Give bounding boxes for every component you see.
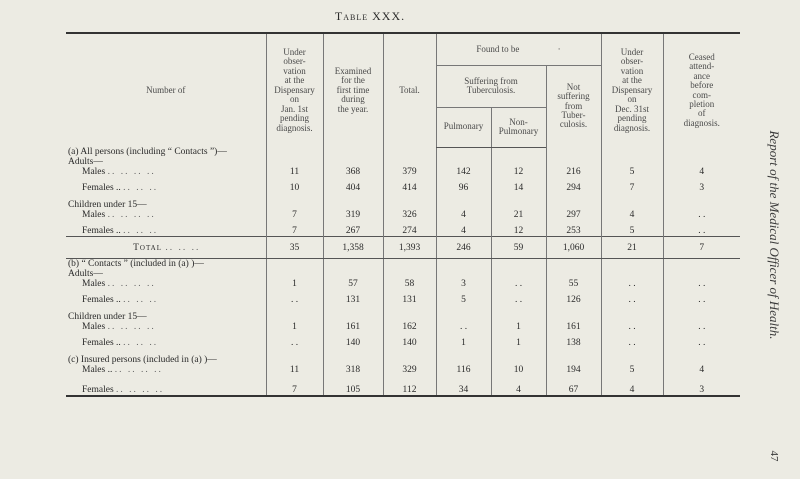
header-line: on [290,94,299,105]
row-label [66,193,266,220]
cell-non-pulmonary: 14 [491,177,546,193]
cell-pulmonary: 5 [436,289,491,305]
cell-examined: 368 [323,147,383,177]
cell-pulmonary: 4 [436,220,491,237]
section-heading: (b) “ Contacts ” (included in (a) )— [68,259,204,269]
table-row [66,193,740,220]
header-found-to-be: Found to be · [436,33,601,65]
table-row [66,237,740,259]
cell-not-suffering: 138 [546,332,601,348]
cell-total: 379 [383,147,436,177]
cell-not-suffering: 253 [546,220,601,237]
cell-under-obs-jan: 11 [266,348,323,375]
leader-dots: .. .. .. .. [107,279,156,289]
cell-not-suffering: 55 [546,259,601,290]
cell-ceased: . . [663,332,740,348]
leader-dots: .. .. .. [165,242,201,253]
header-line: diagnosis. [613,122,651,133]
cell-ceased: 3 [663,375,740,396]
cell-examined: 131 [323,289,383,305]
header-line: of [698,108,706,119]
header-line: obser- [283,56,306,67]
section-heading: Adults— [68,157,103,167]
header-non-pulmonary [491,107,546,147]
cell-non-pulmonary: 4 [491,375,546,396]
leader-dots: .. .. .. .. [114,365,163,375]
page-number: 47 [768,450,780,462]
section-heading: (a) All persons (including “ Contacts ”)— [68,147,227,157]
header-line: Dispensary [611,84,653,95]
cell-examined: 267 [323,220,383,237]
leader-dots: .. .. .. .. [107,322,156,332]
cell-under-obs-dec: . . [601,332,663,348]
cell-under-obs-dec: 5 [601,348,663,375]
row-name: Females .. [82,183,121,193]
cell-ceased: 7 [663,237,740,259]
header-line: Jan. 1st [281,103,308,114]
leader-dots: .. .. .. .. [107,167,156,177]
cell-under-obs-jan: 11 [266,147,323,177]
header-line: Dispensary [274,84,315,95]
cell-non-pulmonary: 59 [491,237,546,259]
header-line: Suffering from [464,75,518,86]
cell-total: 131 [383,289,436,305]
cell-under-obs-dec: 21 [601,237,663,259]
header-line: pending [617,113,647,124]
cell-ceased: 4 [663,348,740,375]
row-label [66,305,266,332]
cell-under-obs-jan: 7 [266,193,323,220]
header-line: vation [283,65,306,76]
header-line: Tuberculosis. [466,85,516,95]
header-line: vation [620,65,644,76]
section-heading: Children under 15— [68,200,147,210]
cell-total: 326 [383,193,436,220]
cell-under-obs-dec: 4 [601,193,663,220]
leader-dots: .. .. .. [123,338,159,348]
cell-pulmonary: 96 [436,177,491,193]
row-name: Total [133,242,163,253]
leader-dots: .. .. .. [123,183,159,193]
cell-not-suffering: 126 [546,289,601,305]
table-row [66,375,740,396]
cell-non-pulmonary: . . [491,259,546,290]
cell-under-obs-dec: 4 [601,375,663,396]
row-name: Males [82,167,106,177]
header-ceased-attendance [663,33,740,147]
table-row [66,348,740,375]
cell-not-suffering: 161 [546,305,601,332]
row-label [66,220,266,237]
header-under-observation-jan [266,33,323,147]
leader-dots: .. .. .. [123,226,159,236]
leader-dots: .. .. .. .. [107,210,156,220]
row-label [66,332,266,348]
cell-under-obs-dec: . . [601,259,663,290]
header-suffering [436,65,546,107]
cell-under-obs-dec: . . [601,289,663,305]
table-row [66,147,740,177]
cell-pulmonary: 116 [436,348,491,375]
cell-total: 1,393 [383,237,436,259]
cell-under-obs-jan: 7 [266,375,323,396]
header-line: culosis. [559,119,588,130]
leader-dots: .. .. .. [123,295,159,305]
table-row [66,289,740,305]
row-label [66,147,266,177]
table-row [66,332,740,348]
cell-ceased: . . [663,289,740,305]
cell-ceased: 3 [663,177,740,193]
header-line: Ceased [688,51,715,62]
cell-total: 140 [383,332,436,348]
cell-pulmonary: 3 [436,259,491,290]
header-line: suffering [557,91,590,102]
cell-under-obs-jan: 7 [266,220,323,237]
row-label [66,375,266,396]
row-label [66,259,266,290]
cell-not-suffering: 294 [546,177,601,193]
side-caption: Report of the Medical Officer of Health. [767,130,782,340]
header-line: from [564,100,583,111]
cell-under-obs-jan: 10 [266,177,323,193]
section-heading: (c) Insured persons (included in (a) )— [68,355,217,365]
cell-non-pulmonary: 12 [491,220,546,237]
cell-ceased: . . [663,259,740,290]
header-line: Pulmonary [498,126,539,136]
table-title: Table XXX. [334,9,406,23]
row-name: Males [82,279,106,289]
cell-under-obs-dec: 5 [601,147,663,177]
header-line: Examined [334,65,372,76]
cell-total: 162 [383,305,436,332]
header-line: before [690,80,714,91]
cell-under-obs-jan: 1 [266,305,323,332]
cell-pulmonary: 1 [436,332,491,348]
cell-non-pulmonary: 12 [491,147,546,177]
header-number-of: Number of [66,33,266,147]
row-name: Females .. [82,295,121,305]
row-label [66,348,266,375]
header-line: diagnosis. [276,122,313,133]
cell-under-obs-jan: . . [266,289,323,305]
cell-under-obs-jan: 1 [266,259,323,290]
cell-examined: 404 [323,177,383,193]
cell-not-suffering: 194 [546,348,601,375]
cell-total: 112 [383,375,436,396]
cell-ceased: 4 [663,147,740,177]
header-under-observation-dec [601,33,663,147]
cell-examined: 319 [323,193,383,220]
header-line: pletion [689,98,715,109]
header-line: Non- [509,116,528,127]
leader-dots: .. .. .. .. [116,385,165,395]
cell-not-suffering: 216 [546,147,601,177]
header-line: at the [622,75,642,86]
cell-examined: 105 [323,375,383,396]
section-heading: Children under 15— [68,312,147,322]
cell-examined: 57 [323,259,383,290]
row-name: Females .. [82,226,121,236]
header-line: ance [693,70,710,81]
cell-not-suffering: 297 [546,193,601,220]
cell-under-obs-dec: . . [601,305,663,332]
row-name: Males [82,322,106,332]
row-name: Females [82,385,114,395]
row-label [66,289,266,305]
header-line: diagnosis. [683,117,720,128]
header-total: Total. [383,33,436,147]
cell-not-suffering: 1,060 [546,237,601,259]
row-name: Females .. [82,338,121,348]
cell-ceased: . . [663,305,740,332]
header-pulmonary: Pulmonary [436,107,491,147]
cell-under-obs-jan: 35 [266,237,323,259]
cell-non-pulmonary: 21 [491,193,546,220]
cell-under-obs-dec: 7 [601,177,663,193]
cell-non-pulmonary: 1 [491,332,546,348]
header-line: obser- [620,56,644,67]
header-line: Tuber- [561,109,586,120]
header-line: on [627,94,637,105]
header-not-suffering [546,65,601,147]
header-line: com- [692,89,711,100]
cell-under-obs-jan: . . [266,332,323,348]
header-line: at the [284,75,305,86]
row-name: Males [82,210,106,220]
cell-total: 274 [383,220,436,237]
header-line: the year. [337,103,369,114]
table-row [66,220,740,237]
cell-examined: 1,358 [323,237,383,259]
cell-pulmonary: 142 [436,147,491,177]
row-label [66,177,266,193]
row-name: Males .. [82,365,113,375]
section-heading: Adults— [68,269,103,279]
cell-pulmonary: 4 [436,193,491,220]
header-line: Dec. 31st [615,103,649,114]
cell-non-pulmonary: 1 [491,305,546,332]
cell-total: 414 [383,177,436,193]
cell-examined: 318 [323,348,383,375]
cell-pulmonary: 34 [436,375,491,396]
cell-pulmonary: 246 [436,237,491,259]
table-row [66,259,740,290]
cell-non-pulmonary: 10 [491,348,546,375]
header-line: Under [620,47,644,58]
cell-pulmonary: . . [436,305,491,332]
statistics-table [66,32,740,397]
cell-total: 329 [383,348,436,375]
header-line: attend- [689,61,715,72]
cell-total: 58 [383,259,436,290]
row-label [66,237,266,259]
header-line: pending [280,113,309,124]
header-line: Under [283,47,306,58]
header-line: first time [336,84,370,95]
cell-ceased: . . [663,193,740,220]
header-line: for the [341,75,365,86]
cell-ceased: . . [663,220,740,237]
cell-examined: 161 [323,305,383,332]
cell-under-obs-dec: 5 [601,220,663,237]
table-row [66,305,740,332]
header-line: Not [566,81,581,92]
table-row [66,177,740,193]
cell-non-pulmonary: . . [491,289,546,305]
header-examined [323,33,383,147]
cell-not-suffering: 67 [546,375,601,396]
cell-examined: 140 [323,332,383,348]
header-line: during [341,94,365,105]
